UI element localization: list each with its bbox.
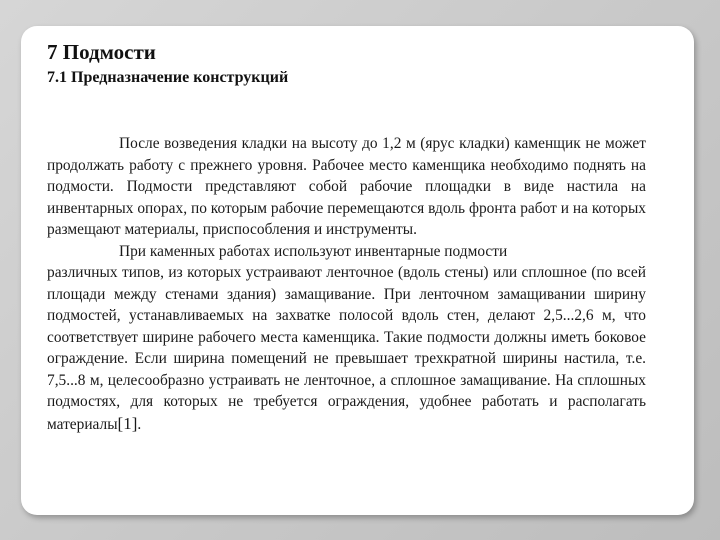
page-title: 7 Подмости [47,40,156,64]
paragraph-1: После возведения кладки на высоту до 1,2 м (ярус кладки) каменщик не может продолжать работу с прежнего уровня. Рабочее место каменщика необходимо поднять на подмости. Подмости представляют собой рабочие площадки в виде настила на инвентарных опорах, по которым рабочие перемещаются вдоль фронта работ и на которых размещают материалы, приспособления и инструменты. [47,135,646,238]
body-text [47,133,646,435]
paragraph-2 [47,262,646,435]
section-subtitle: 7.1 Предназначение конструкций [47,69,289,86]
final-period: . [137,415,142,433]
paragraph-2-first-line: При каменных работах используют инвентарные подмости [119,242,508,260]
citation: [1] [117,413,138,433]
paragraph-2-text: различных типов, из которых устраивают ленточное (вдоль стены) или сплошное (по всей площади между стенами здания) замащивание. При ленточном замащивании ширину подмостей, устанавливаемых на захватке полосой вдоль стен, делают 2,5...2,6 м, что соответствует ширине рабочего места каменщика. Такие подмости должны иметь боковое ограждение. Если ширина помещений не превышает трехкратной ширины настила, т.е. 7,5...8 м, целесообразно устраивать не ленточное, а сплошное замащивание. На сплошных подмостях, для которых не требуется ограждения, удобнее работать и располагать материалы [47,264,646,433]
